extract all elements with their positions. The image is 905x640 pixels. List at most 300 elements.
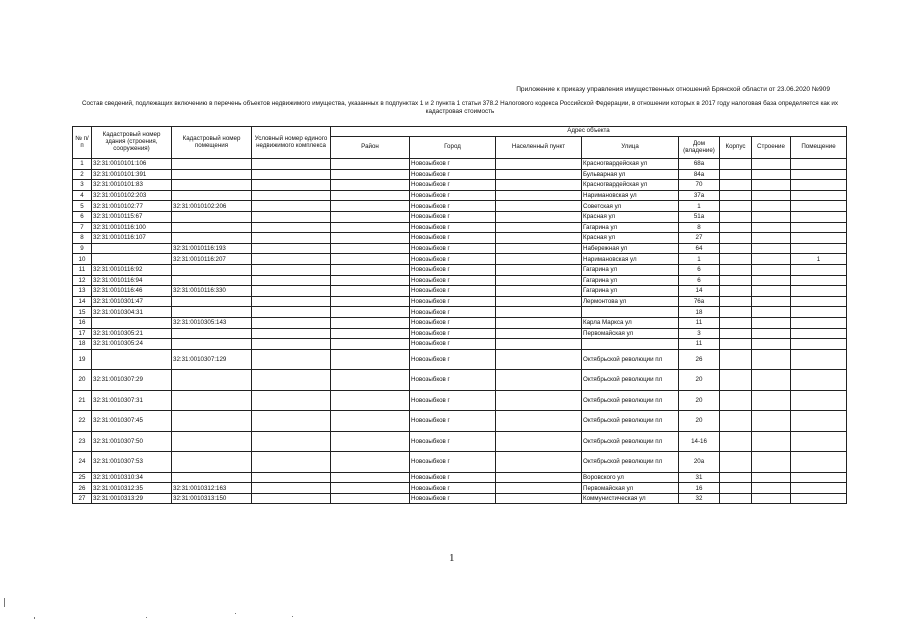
- house-cell: 8: [679, 222, 720, 233]
- table-row: [73, 452, 847, 473]
- room-cadastral-number: 32:31:0010312:163: [172, 483, 252, 494]
- settlement-cell: [496, 190, 582, 201]
- col-city: Город: [410, 137, 496, 159]
- room-cadastral-number: 32:31:0010307:129: [172, 349, 252, 370]
- street-cell: Октябрьской революции пл: [582, 411, 679, 432]
- complex-number: [252, 339, 331, 350]
- property-register-table: [72, 126, 847, 504]
- settlement-cell: [496, 159, 582, 170]
- district-cell: [331, 328, 410, 339]
- korpus-cell: [720, 431, 752, 452]
- stroenie-cell: [752, 233, 791, 244]
- room-cadastral-number: [172, 159, 252, 170]
- complex-number: [252, 201, 331, 212]
- building-cadastral-number: 32:31:0010307:50: [92, 431, 172, 452]
- house-cell: 1: [679, 201, 720, 212]
- room-cadastral-number: [172, 222, 252, 233]
- stroenie-cell: [752, 307, 791, 318]
- house-cell: 16: [679, 483, 720, 494]
- pomeshchenie-cell: [791, 307, 847, 318]
- stroenie-cell: [752, 390, 791, 411]
- col-settlement: Населенный пункт: [496, 137, 582, 159]
- building-cadastral-number: 32:31:0010310:34: [92, 472, 172, 483]
- district-cell: [331, 254, 410, 265]
- table-row: [73, 307, 847, 318]
- pomeshchenie-cell: [791, 296, 847, 307]
- stroenie-cell: [752, 159, 791, 170]
- district-cell: [331, 222, 410, 233]
- settlement-cell: [496, 349, 582, 370]
- settlement-cell: [496, 339, 582, 350]
- complex-number: [252, 169, 331, 180]
- street-cell: Наримановская ул: [582, 254, 679, 265]
- stroenie-cell: [752, 472, 791, 483]
- settlement-cell: [496, 275, 582, 286]
- street-cell: Октябрьской революции пл: [582, 390, 679, 411]
- table-row: [73, 339, 847, 350]
- room-cadastral-number: [172, 296, 252, 307]
- pomeshchenie-cell: [791, 190, 847, 201]
- building-cadastral-number: 32:31:0010116:46: [92, 286, 172, 297]
- table-row: [73, 411, 847, 432]
- settlement-cell: [496, 307, 582, 318]
- city-cell: Новозыбков г: [410, 254, 496, 265]
- row-number: 8: [73, 233, 92, 244]
- row-number: 18: [73, 339, 92, 350]
- city-cell: Новозыбков г: [410, 275, 496, 286]
- street-cell: Коммунистическая ул: [582, 493, 679, 504]
- street-cell: Октябрьской революции пл: [582, 431, 679, 452]
- settlement-cell: [496, 493, 582, 504]
- pomeshchenie-cell: [791, 180, 847, 191]
- table-row: [73, 431, 847, 452]
- settlement-cell: [496, 452, 582, 473]
- korpus-cell: [720, 472, 752, 483]
- settlement-cell: [496, 411, 582, 432]
- city-cell: Новозыбков г: [410, 483, 496, 494]
- col-complex: Условный номер единого недвижимого комплекса: [252, 127, 331, 159]
- pomeshchenie-cell: [791, 483, 847, 494]
- house-cell: 14: [679, 286, 720, 297]
- table-row: [73, 243, 847, 254]
- settlement-cell: [496, 254, 582, 265]
- korpus-cell: [720, 349, 752, 370]
- complex-number: [252, 411, 331, 432]
- district-cell: [331, 264, 410, 275]
- building-cadastral-number: [92, 243, 172, 254]
- scan-artifact: [146, 617, 147, 618]
- city-cell: Новозыбков г: [410, 180, 496, 191]
- complex-number: [252, 264, 331, 275]
- complex-number: [252, 233, 331, 244]
- district-cell: [331, 243, 410, 254]
- city-cell: Новозыбков г: [410, 307, 496, 318]
- scan-artifact: [235, 613, 236, 614]
- table-row: [73, 222, 847, 233]
- settlement-cell: [496, 169, 582, 180]
- korpus-cell: [720, 201, 752, 212]
- pomeshchenie-cell: [791, 233, 847, 244]
- house-cell: 76а: [679, 296, 720, 307]
- city-cell: Новозыбков г: [410, 452, 496, 473]
- scan-artifact: [4, 598, 5, 607]
- settlement-cell: [496, 286, 582, 297]
- house-cell: 14-16: [679, 431, 720, 452]
- building-cadastral-number: 32:31:0010116:92: [92, 264, 172, 275]
- street-cell: Лермонтова ул: [582, 296, 679, 307]
- building-cadastral-number: 32:31:0010307:29: [92, 370, 172, 391]
- city-cell: Новозыбков г: [410, 264, 496, 275]
- district-cell: [331, 169, 410, 180]
- complex-number: [252, 431, 331, 452]
- building-cadastral-number: [92, 349, 172, 370]
- table-row: [73, 180, 847, 191]
- stroenie-cell: [752, 339, 791, 350]
- building-cadastral-number: 32:31:0010116:94: [92, 275, 172, 286]
- building-cadastral-number: 32:31:0010313:29: [92, 493, 172, 504]
- scan-artifact: [34, 617, 35, 619]
- stroenie-cell: [752, 169, 791, 180]
- street-cell: Красногвардейская ул: [582, 159, 679, 170]
- pomeshchenie-cell: [791, 201, 847, 212]
- room-cadastral-number: [172, 307, 252, 318]
- house-cell: 11: [679, 317, 720, 328]
- row-number: 21: [73, 390, 92, 411]
- korpus-cell: [720, 286, 752, 297]
- street-cell: Набережная ул: [582, 243, 679, 254]
- city-cell: Новозыбков г: [410, 211, 496, 222]
- korpus-cell: [720, 328, 752, 339]
- city-cell: Новозыбков г: [410, 328, 496, 339]
- district-cell: [331, 159, 410, 170]
- col-address: Адрес объекта: [331, 127, 847, 137]
- city-cell: Новозыбков г: [410, 431, 496, 452]
- pomeshchenie-cell: [791, 493, 847, 504]
- complex-number: [252, 190, 331, 201]
- district-cell: [331, 307, 410, 318]
- street-cell: [582, 307, 679, 318]
- stroenie-cell: [752, 431, 791, 452]
- settlement-cell: [496, 390, 582, 411]
- table-row: [73, 317, 847, 328]
- korpus-cell: [720, 390, 752, 411]
- settlement-cell: [496, 296, 582, 307]
- room-cadastral-number: [172, 452, 252, 473]
- complex-number: [252, 493, 331, 504]
- table-row: [73, 286, 847, 297]
- house-cell: 11: [679, 339, 720, 350]
- korpus-cell: [720, 233, 752, 244]
- city-cell: Новозыбков г: [410, 159, 496, 170]
- district-cell: [331, 411, 410, 432]
- pomeshchenie-cell: [791, 390, 847, 411]
- settlement-cell: [496, 370, 582, 391]
- house-cell: 31: [679, 472, 720, 483]
- district-cell: [331, 493, 410, 504]
- korpus-cell: [720, 370, 752, 391]
- street-cell: Первомайская ул: [582, 483, 679, 494]
- district-cell: [331, 472, 410, 483]
- house-cell: 20: [679, 370, 720, 391]
- house-cell: 26: [679, 349, 720, 370]
- table-row: [73, 370, 847, 391]
- city-cell: Новозыбков г: [410, 296, 496, 307]
- table-row: [73, 328, 847, 339]
- room-cadastral-number: [172, 339, 252, 350]
- house-cell: 68а: [679, 159, 720, 170]
- room-cadastral-number: [172, 211, 252, 222]
- korpus-cell: [720, 317, 752, 328]
- building-cadastral-number: 32:31:0010115:67: [92, 211, 172, 222]
- table-row: [73, 493, 847, 504]
- korpus-cell: [720, 296, 752, 307]
- pomeshchenie-cell: [791, 339, 847, 350]
- table-row: [73, 254, 847, 265]
- district-cell: [331, 339, 410, 350]
- district-cell: [331, 390, 410, 411]
- city-cell: Новозыбков г: [410, 201, 496, 212]
- street-cell: Гагарина ул: [582, 275, 679, 286]
- row-number: 1: [73, 159, 92, 170]
- stroenie-cell: [752, 201, 791, 212]
- col-street: Улица: [582, 137, 679, 159]
- street-cell: Гагарина ул: [582, 222, 679, 233]
- settlement-cell: [496, 211, 582, 222]
- district-cell: [331, 296, 410, 307]
- street-cell: Октябрьской революции пл: [582, 349, 679, 370]
- row-number: 24: [73, 452, 92, 473]
- korpus-cell: [720, 190, 752, 201]
- house-cell: 18: [679, 307, 720, 318]
- stroenie-cell: [752, 493, 791, 504]
- city-cell: Новозыбков г: [410, 317, 496, 328]
- street-cell: Гагарина ул: [582, 286, 679, 297]
- room-cadastral-number: 32:31:0010313:150: [172, 493, 252, 504]
- room-cadastral-number: [172, 472, 252, 483]
- house-cell: 1: [679, 254, 720, 265]
- korpus-cell: [720, 169, 752, 180]
- city-cell: Новозыбков г: [410, 472, 496, 483]
- complex-number: [252, 483, 331, 494]
- row-number: 22: [73, 411, 92, 432]
- district-cell: [331, 317, 410, 328]
- korpus-cell: [720, 180, 752, 191]
- stroenie-cell: [752, 411, 791, 432]
- table-row: [73, 349, 847, 370]
- table-row: [73, 390, 847, 411]
- city-cell: Новозыбков г: [410, 339, 496, 350]
- house-cell: 6: [679, 275, 720, 286]
- district-cell: [331, 431, 410, 452]
- building-cadastral-number: 32:31:0010101:83: [92, 180, 172, 191]
- stroenie-cell: [752, 370, 791, 391]
- room-cadastral-number: [172, 169, 252, 180]
- stroenie-cell: [752, 243, 791, 254]
- page-number: 1: [449, 552, 455, 564]
- street-cell: Наримановская ул: [582, 190, 679, 201]
- table-row: [73, 472, 847, 483]
- city-cell: Новозыбков г: [410, 286, 496, 297]
- complex-number: [252, 472, 331, 483]
- building-cadastral-number: 32:31:0010102:203: [92, 190, 172, 201]
- complex-number: [252, 211, 331, 222]
- street-cell: Воровского ул: [582, 472, 679, 483]
- stroenie-cell: [752, 317, 791, 328]
- row-number: 16: [73, 317, 92, 328]
- complex-number: [252, 243, 331, 254]
- room-cadastral-number: [172, 328, 252, 339]
- korpus-cell: [720, 243, 752, 254]
- house-cell: 32: [679, 493, 720, 504]
- stroenie-cell: [752, 286, 791, 297]
- complex-number: [252, 370, 331, 391]
- row-number: 20: [73, 370, 92, 391]
- settlement-cell: [496, 328, 582, 339]
- korpus-cell: [720, 159, 752, 170]
- settlement-cell: [496, 222, 582, 233]
- col-num: № п/п: [73, 127, 92, 159]
- complex-number: [252, 307, 331, 318]
- settlement-cell: [496, 233, 582, 244]
- stroenie-cell: [752, 190, 791, 201]
- stroenie-cell: [752, 254, 791, 265]
- room-cadastral-number: 32:31:0010102:206: [172, 201, 252, 212]
- korpus-cell: [720, 493, 752, 504]
- settlement-cell: [496, 483, 582, 494]
- table-row: [73, 159, 847, 170]
- table-row: [73, 211, 847, 222]
- street-cell: Советская ул: [582, 201, 679, 212]
- stroenie-cell: [752, 452, 791, 473]
- pomeshchenie-cell: [791, 286, 847, 297]
- scan-artifact: [292, 616, 293, 617]
- building-cadastral-number: 32:31:0010305:21: [92, 328, 172, 339]
- table-body: [73, 159, 847, 504]
- pomeshchenie-cell: [791, 411, 847, 432]
- house-cell: 20: [679, 390, 720, 411]
- table-row: [73, 275, 847, 286]
- stroenie-cell: [752, 275, 791, 286]
- complex-number: [252, 180, 331, 191]
- row-number: 26: [73, 483, 92, 494]
- korpus-cell: [720, 264, 752, 275]
- district-cell: [331, 370, 410, 391]
- complex-number: [252, 254, 331, 265]
- col-korpus: Корпус: [720, 137, 752, 159]
- row-number: 19: [73, 349, 92, 370]
- district-cell: [331, 180, 410, 191]
- city-cell: Новозыбков г: [410, 243, 496, 254]
- district-cell: [331, 483, 410, 494]
- col-house: Дом (владение): [679, 137, 720, 159]
- pomeshchenie-cell: [791, 211, 847, 222]
- street-cell: Красная ул: [582, 233, 679, 244]
- stroenie-cell: [752, 180, 791, 191]
- street-cell: Гагарина ул: [582, 264, 679, 275]
- settlement-cell: [496, 472, 582, 483]
- district-cell: [331, 233, 410, 244]
- room-cadastral-number: 32:31:0010116:207: [172, 254, 252, 265]
- row-number: 25: [73, 472, 92, 483]
- city-cell: Новозыбков г: [410, 493, 496, 504]
- pomeshchenie-cell: [791, 275, 847, 286]
- appendix-note: Приложение к приказу управления имущественных отношений Брянской области от 23.06.2020 №909: [516, 86, 830, 93]
- korpus-cell: [720, 211, 752, 222]
- room-cadastral-number: [172, 411, 252, 432]
- korpus-cell: [720, 483, 752, 494]
- house-cell: 20: [679, 411, 720, 432]
- room-cadastral-number: 32:31:0010116:193: [172, 243, 252, 254]
- house-cell: 51а: [679, 211, 720, 222]
- complex-number: [252, 452, 331, 473]
- room-cadastral-number: [172, 431, 252, 452]
- korpus-cell: [720, 452, 752, 473]
- city-cell: Новозыбков г: [410, 222, 496, 233]
- street-cell: Красная ул: [582, 211, 679, 222]
- row-number: 2: [73, 169, 92, 180]
- street-cell: Бульварная ул: [582, 169, 679, 180]
- building-cadastral-number: 32:31:0010116:107: [92, 233, 172, 244]
- pomeshchenie-cell: [791, 264, 847, 275]
- pomeshchenie-cell: 1: [791, 254, 847, 265]
- complex-number: [252, 317, 331, 328]
- row-number: 4: [73, 190, 92, 201]
- complex-number: [252, 286, 331, 297]
- table-row: [73, 233, 847, 244]
- district-cell: [331, 286, 410, 297]
- korpus-cell: [720, 254, 752, 265]
- row-number: 23: [73, 431, 92, 452]
- row-number: 15: [73, 307, 92, 318]
- complex-number: [252, 275, 331, 286]
- document-heading: Состав сведений, подлежащих включению в перечень объектов недвижимого имущества, указанных в подпунктах 1 и 2 пункта 1 статьи 378.2 Налогового кодекса Российской Федерации, в отношении которых в 2017 году налоговая база определяется как их кадастровая стоимость: [81, 100, 839, 115]
- room-cadastral-number: [172, 264, 252, 275]
- street-cell: Карла Маркса ул: [582, 317, 679, 328]
- table-row: [73, 169, 847, 180]
- room-cadastral-number: [172, 275, 252, 286]
- pomeshchenie-cell: [791, 452, 847, 473]
- house-cell: 27: [679, 233, 720, 244]
- street-cell: Октябрьской революции пл: [582, 452, 679, 473]
- city-cell: Новозыбков г: [410, 390, 496, 411]
- stroenie-cell: [752, 296, 791, 307]
- house-cell: 70: [679, 180, 720, 191]
- col-stroenie: Строение: [752, 137, 791, 159]
- complex-number: [252, 390, 331, 411]
- settlement-cell: [496, 264, 582, 275]
- table-row: [73, 201, 847, 212]
- district-cell: [331, 211, 410, 222]
- stroenie-cell: [752, 211, 791, 222]
- street-cell: Первомайская ул: [582, 328, 679, 339]
- district-cell: [331, 201, 410, 212]
- stroenie-cell: [752, 264, 791, 275]
- row-number: 17: [73, 328, 92, 339]
- settlement-cell: [496, 243, 582, 254]
- building-cadastral-number: 32:31:0010101:106: [92, 159, 172, 170]
- korpus-cell: [720, 307, 752, 318]
- city-cell: Новозыбков г: [410, 190, 496, 201]
- pomeshchenie-cell: [791, 370, 847, 391]
- house-cell: 6: [679, 264, 720, 275]
- row-number: 7: [73, 222, 92, 233]
- pomeshchenie-cell: [791, 243, 847, 254]
- korpus-cell: [720, 275, 752, 286]
- pomeshchenie-cell: [791, 317, 847, 328]
- row-number: 6: [73, 211, 92, 222]
- row-number: 10: [73, 254, 92, 265]
- district-cell: [331, 275, 410, 286]
